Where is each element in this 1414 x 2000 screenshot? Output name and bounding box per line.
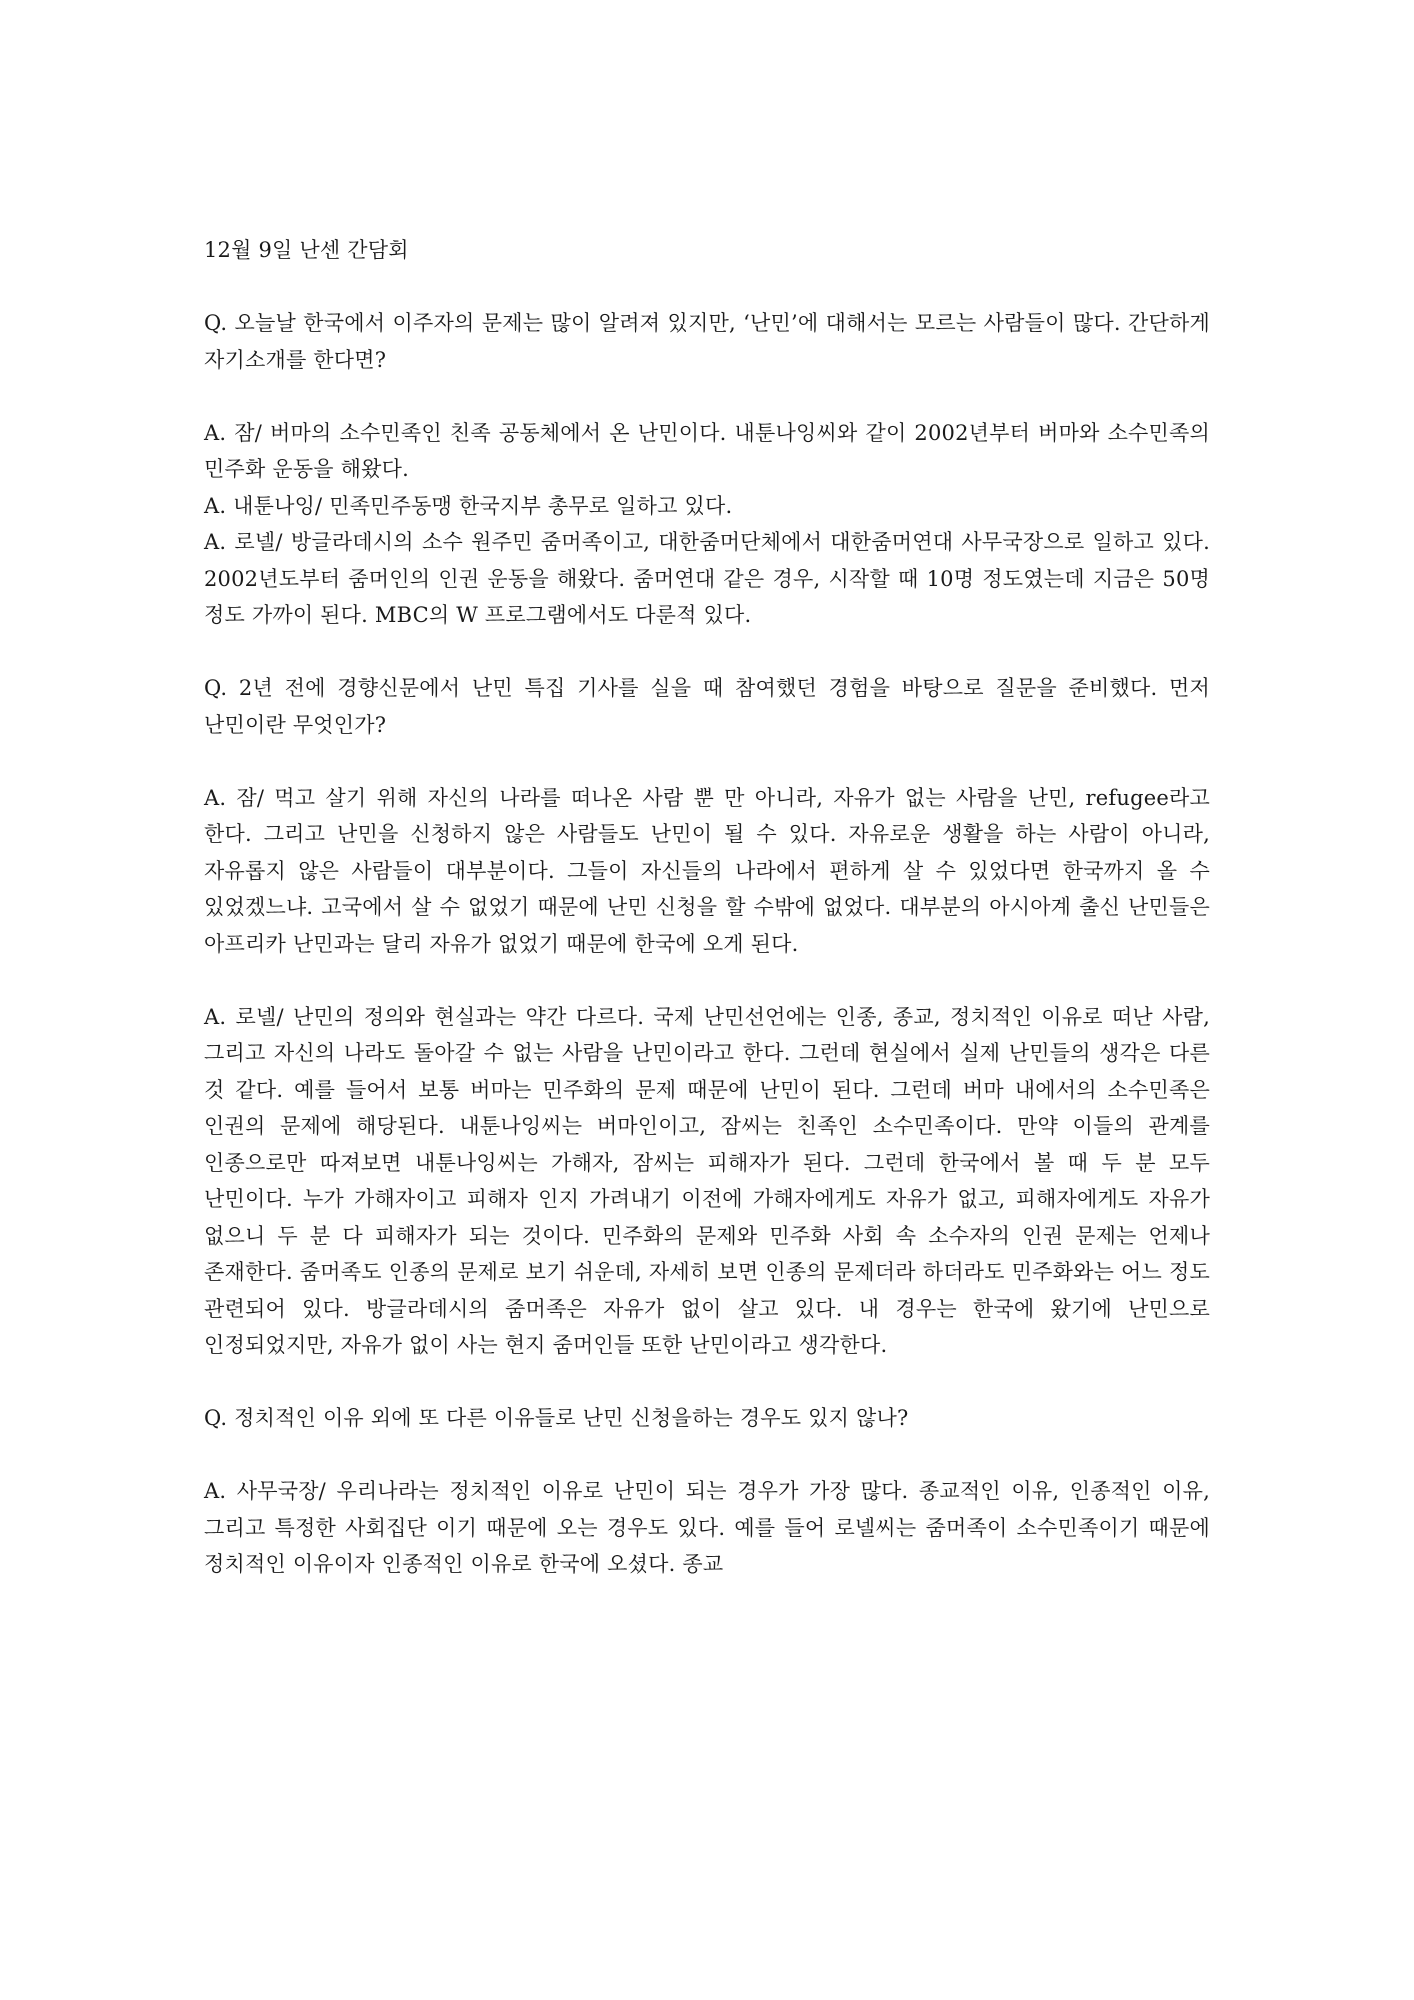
question-refugee-definition: Q. 2년 전에 경향신문에서 난민 특집 기사를 실을 때 참여했던 경험을 바탕으로 질문을 준비했다. 먼저 난민이란 무엇인가? bbox=[204, 676, 1210, 737]
paragraph-gap bbox=[204, 962, 1210, 999]
document-title: 12월 9일 난센 간담회 bbox=[204, 238, 409, 262]
question-self-introduction: Q. 오늘날 한국에서 이주자의 문제는 많이 알려져 있지만, ‘난민’에 대해서는 모르는 사람들이 많다. 간단하게 자기소개를 한다면? bbox=[204, 311, 1210, 372]
paragraph-gap bbox=[204, 634, 1210, 671]
paragraph-gap bbox=[204, 269, 1210, 306]
paragraph-gap bbox=[204, 743, 1210, 780]
answer-secretary-general-reasons: A. 사무국장/ 우리나라는 정치적인 이유로 난민이 되는 경우가 가장 많다. 종교적인 이유, 인종적인 이유, 그리고 특정한 사회집단 이기 때문에 오는 경우도 있다. 예를 들어 로넬씨는 줌머족이 소수민족이기 때문에 정치적인 이유이자 인종적인 이유로 한국에 오셨다. 종교 bbox=[204, 1479, 1210, 1576]
paragraph-gap bbox=[204, 378, 1210, 415]
answer-ronel-refugee-definition: A. 로넬/ 난민의 정의와 현실과는 약간 다르다. 국제 난민선언에는 인종, 종교, 정치적인 이유로 떠난 사람, 그리고 자신의 나라도 돌아갈 수 없는 사람을 난민이라고 한다. 그런데 현실에서 실제 난민들의 생각은 다른 것 같다. 예를 들어서 보통 버마는 민주화의 문제 때문에 난민이 된다. 그런데 버마 내에서의 소수민족은 인권의 문제에 해당된다. 내툰나잉씨는 버마인이고, 잠씨는 친족인 소수민족이다. 만약 이들의 관계를 인종으로만 따져보면 내툰나잉씨는 가해자, 잠씨는 피해자가 된다. 그런데 한국에서 볼 때 두 분 모두 난민이다. 누가 가해자이고 피해자 인지 가려내기 이전에 가해자에게도 자유가 없고, 피해자에게도 자유가 없으니 두 분 다 피해자가 되는 것이다. 민주화의 문제와 민주화 사회 속 소수자의 인권 문제는 언제나 존재한다. 줌머족도 인종의 문제로 보기 쉬운데, 자세히 보면 인종의 문제더라 하더라도 민주화와는 어느 정도 관련되어 있다. 방글라데시의 줌머족은 자유가 없이 살고 있다. 내 경우는 한국에 왔기에 난민으로 인정되었지만, 자유가 없이 사는 현지 줌머인들 또한 난민이라고 생각한다. bbox=[204, 1004, 1210, 1357]
answer-jam-refugee-definition: A. 잠/ 먹고 살기 위해 자신의 나라를 떠나온 사람 뿐 만 아니라, 자유가 없는 사람을 난민, refugee라고 한다. 그리고 난민을 신청하지 않은 사람들도 난민이 될 수 있다. 자유로운 생활을 하는 사람이 아니라, 자유롭지 않은 사람들이 대부분이다. 그들이 자신들의 나라에서 편하게 살 수 있었다면 한국까지 올 수 있었겠느냐. 고국에서 살 수 없었기 때문에 난민 신청을 할 수밖에 없었다. 대부분의 아시아계 출신 난민들은 아프리카 난민과는 달리 자유가 없었기 때문에 한국에 오게 된다. bbox=[204, 785, 1210, 956]
answer-naytunnaing-introduction: A. 내툰나잉/ 민족민주동맹 한국지부 총무로 일하고 있다. bbox=[204, 493, 733, 518]
paragraph-gap bbox=[204, 1437, 1210, 1474]
question-other-reasons: Q. 정치적인 이유 외에 또 다른 이유들로 난민 신청을하는 경우도 있지 않나? bbox=[204, 1406, 909, 1430]
answer-jam-introduction: A. 잠/ 버마의 소수민족인 친족 공동체에서 온 난민이다. 내툰나잉씨와 같이 2002년부터 버마와 소수민족의 민주화 운동을 해왔다. bbox=[204, 420, 1210, 481]
document-body bbox=[204, 232, 1210, 1583]
paragraph-gap bbox=[204, 1364, 1210, 1401]
answer-ronel-introduction: A. 로넬/ 방글라데시의 소수 원주민 줌머족이고, 대한줌머단체에서 대한줌머연대 사무국장으로 일하고 있다. 2002년도부터 줌머인의 인권 운동을 해왔다. 줌머연대 같은 경우, 시작할 때 10명 정도였는데 지금은 50명 정도 가까이 된다. MBC의 W 프로그램에서도 다룬적 있다. bbox=[204, 530, 1210, 627]
